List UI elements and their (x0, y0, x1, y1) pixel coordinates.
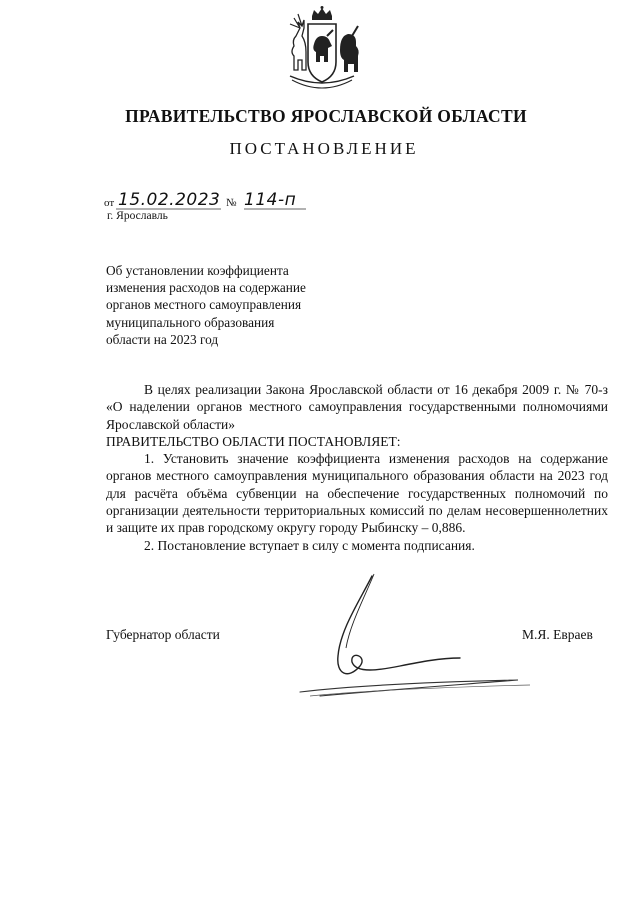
document-number: 114-п (244, 190, 297, 210)
subject-line: муниципального образования (106, 314, 275, 330)
subject-line: Об установлении коэффициента (106, 263, 289, 278)
city: г. Ярославль (107, 210, 168, 222)
resolves-heading: ПРАВИТЕЛЬСТВО ОБЛАСТИ ПОСТАНОВЛЯЕТ: (106, 433, 401, 449)
subject-line: органов местного самоуправления (106, 297, 302, 313)
preamble: В целях реализации Закона Ярославской области от 16 декабря 2009 г. № 70-з «О наделении органов местного самоуправления государственными полномочиями Ярославской области» (106, 382, 608, 432)
subject-line: области на 2023 год (106, 331, 219, 347)
coat-of-arms-icon (278, 6, 366, 102)
date-prefix: от (104, 197, 115, 209)
item-1: 1. Установить значение коэффициента изменения расходов на содержание органов местного самоуправления муниципального образования области на 2023 год для расчёта объёма субвенции на обеспечение государственных полномочий по организации деятельности территориальных комиссий по делам несовершеннолетних и защите их прав городскому округу городу Рыбинску – 0,886. (106, 451, 608, 536)
document-body (106, 381, 608, 554)
item-2: 2. Постановление вступает в силу с момента подписания. (144, 537, 475, 553)
document-type: ПОСТАНОВЛЕНИЕ (229, 139, 419, 158)
signatory-name: М.Я. Евраев (522, 627, 593, 642)
number-prefix: № (226, 197, 237, 209)
subject-line: изменения расходов на содержание (106, 280, 306, 296)
organization-title: ПРАВИТЕЛЬСТВО ЯРОСЛАВСКОЙ ОБЛАСТИ (125, 106, 527, 126)
signatory-position: Губернатор области (106, 627, 220, 642)
document-date: 15.02.2023 (118, 190, 221, 210)
subject-block (106, 262, 386, 348)
handwritten-signature-icon (290, 570, 550, 705)
